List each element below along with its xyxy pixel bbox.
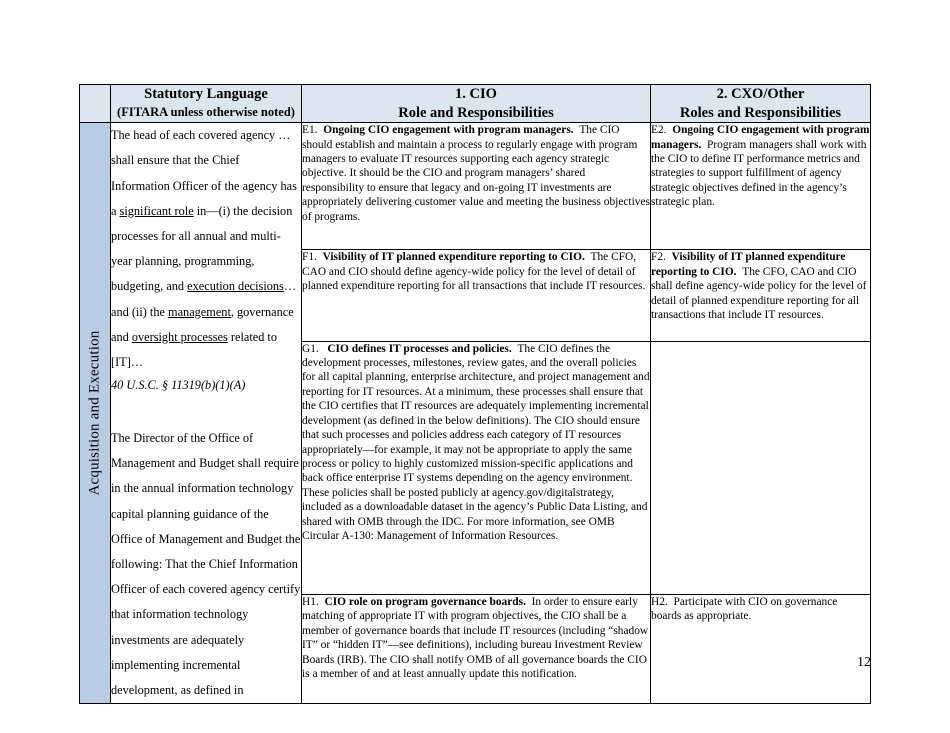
statutory-language-cell: [111, 123, 302, 704]
cio-g1-text: [302, 342, 650, 544]
category-label-cell: [80, 123, 111, 704]
statutory-paragraph-2: The Director of the Office of Management and Budget shall require in the annual information technology capital planning guidance of the Office of Management and Budget the following: That the Chief Information Officer of each covered agency certify that information technology investments are adequately implementing incremental development, as defined in: [111, 431, 301, 698]
cxo-cell-h2: [651, 594, 871, 703]
cxo-cell-f2: [651, 250, 871, 341]
cio-f1-body: The CFO, CAO and CIO should define agency-wide policy for the level of detail of planned expenditure reporting for all transactions that include IT resources.: [302, 251, 646, 293]
cxo-cell-g2-empty: [651, 341, 871, 594]
cio-cell-e1: [302, 123, 651, 250]
statutory-p1-part-8: related to [IT]…: [111, 329, 277, 369]
cxo-cell-e2: [651, 123, 871, 250]
cxo-h2-text: [651, 595, 870, 624]
cio-f1-text: [302, 250, 650, 293]
cxo-h2-body: Participate with CIO on governance boards as appropriate.: [651, 595, 838, 623]
statutory-p1-part-3: execution decisions: [187, 279, 284, 294]
cio-e1-text: [302, 123, 650, 224]
cxo-f2-label: F2.: [651, 251, 666, 264]
header-cell-statutory-language: [111, 85, 302, 123]
statutory-p1-part-1: significant role: [119, 203, 194, 218]
table-row: [80, 123, 871, 250]
header-statutory-line1: Statutory Language: [144, 86, 268, 102]
header-cxo-line1: 2. CXO/Other: [716, 86, 805, 102]
statutory-p1-part-6: , governance and: [111, 304, 294, 344]
cio-h1-label: H1.: [302, 595, 319, 608]
statutory-p1-part-7: oversight processes: [131, 329, 228, 344]
cio-cell-g1: [302, 341, 651, 594]
fitara-responsibilities-table: [79, 84, 871, 704]
statutory-p1-part-4: … and (ii) the: [111, 279, 297, 319]
statutory-p1-part-2: in—(i) the decision processes for all annual and multi-year planning, programming, budgeting, and: [111, 203, 293, 294]
statutory-p1-part-0: The head of each covered agency … shall ensure that the Chief Information Officer of the agency has a: [111, 128, 297, 218]
statutory-citation: 40 U.S.C. § 11319(b)(1)(A): [111, 378, 246, 393]
cio-h1-text: [302, 595, 650, 682]
cio-g1-body: The CIO defines the development processes, milestones, review gates, and the overall policies for all capital planning, enterprise architecture, and project management and reporting for IT resources. At a minimum, these processes shall ensure that the CIO certifies that IT resources are adequately implementing incremental development (as defined in the below definitions). The CIO should ensure that such processes and policies address each category of IT resources appropriately—for example, it may not be appropriate to apply the same process or policy to highly customized mission-specific applications and back office enterprise IT systems depending on the agency environment. These policies shall be posted publicly at agency.gov/digitalstrategy, included as a downloadable dataset in the agency’s Public Data Listing, and shared with OMB through the IDC. For more information, see OMB Circular A-130: Management of Information Resources.: [302, 342, 650, 543]
cio-cell-f1: [302, 250, 651, 341]
cxo-e2-body: Program managers shall work with the CIO to define IT performance metrics and strategies to support fulfillment of agency strategic objectives defined in the agency’s strategic plan.: [651, 138, 867, 209]
cio-g1-title: CIO defines IT processes and policies.: [327, 342, 512, 355]
cxo-e2-label: E2.: [651, 124, 667, 137]
statutory-p1-part-5: management: [168, 304, 231, 319]
cio-e1-label: E1.: [302, 124, 318, 137]
header-cell-cio: [302, 85, 651, 123]
header-cxo-line2: Roles and Responsibilities: [679, 104, 842, 121]
header-statutory-line2: (FITARA unless otherwise noted): [117, 104, 295, 119]
statutory-paragraph-1: [111, 123, 301, 375]
cxo-f2-body: The CFO, CAO and CIO shall define agency-wide policy for the level of detail of planned expenditure reporting for all transactions that include IT resources.: [651, 265, 867, 322]
cio-cell-h1: [302, 594, 651, 703]
category-label-text: Acquisition and Execution: [86, 330, 103, 496]
cxo-f2-title: Visibility of IT planned expenditure reporting to CIO.: [651, 251, 846, 278]
header-cio-line2: Role and Responsibilities: [398, 104, 554, 121]
cio-h1-title: CIO role on program governance boards.: [324, 595, 526, 608]
page-number: 12: [857, 655, 871, 670]
header-cell-cxo: [651, 85, 871, 123]
cio-e1-body: The CIO should establish and maintain a process to regularly engage with program managers to evaluate IT resources supporting each agency strategic objective. It should be the CIO and program managers’ shared responsibility to ensure that legacy and on-going IT investments are appropriately delivering customer value and meeting the business objectives of programs.: [302, 124, 650, 223]
table-header-row: [80, 85, 871, 123]
cio-f1-title: Visibility of IT planned expenditure reporting to CIO.: [322, 251, 585, 264]
cio-g1-label: G1.: [302, 342, 319, 355]
cxo-e2-text: [651, 123, 870, 210]
cio-h1-body: In order to ensure early matching of appropriate IT with program objectives, the CIO shall be a member of governance boards that include IT resources (including “shadow IT” or “hidden IT”—see definitions), including bureau Investment Review Boards (IRB). The CIO shall notify OMB of all governance boards the CIO is a member of and at least annually update this notification.: [302, 595, 649, 681]
cxo-f2-text: [651, 250, 870, 322]
cio-f1-label: F1.: [302, 251, 317, 264]
cxo-h2-label: H2.: [651, 595, 668, 608]
statutory-paragraph-spacer: [111, 396, 301, 426]
cxo-e2-title: Ongoing CIO engagement with program managers.: [651, 124, 870, 151]
header-cell-category: [80, 85, 111, 123]
header-cio-line1: 1. CIO: [455, 86, 497, 102]
cio-e1-title: Ongoing CIO engagement with program managers.: [323, 124, 574, 137]
